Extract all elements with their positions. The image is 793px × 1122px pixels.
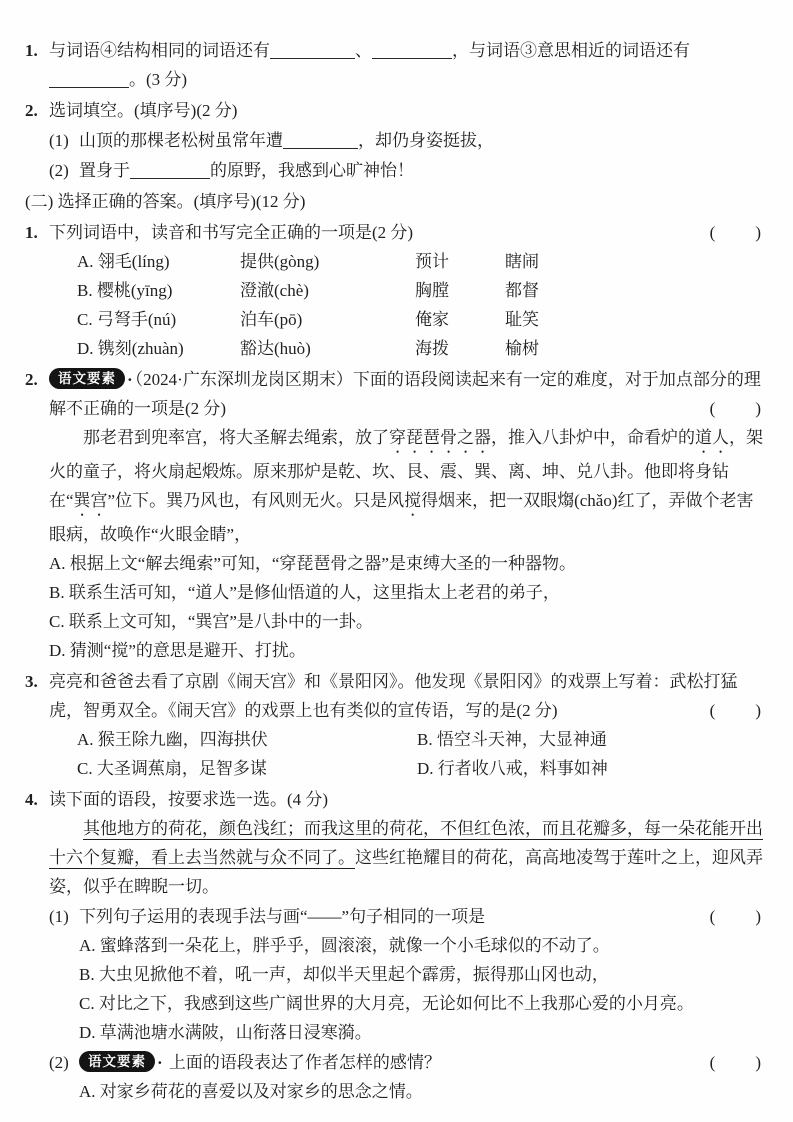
option-c: C. 大圣调蕉扇，足智多谋 [77, 759, 267, 778]
passage-text: ”位下。巽乃风也，有风则无火。只是风 [107, 491, 405, 510]
option-letter: B. [77, 281, 93, 300]
s2-question-2 [25, 365, 767, 665]
word-1: 樱桃(yīng) [96, 281, 173, 300]
word-row-c [77, 305, 767, 334]
passage-text: ，推入八卦炉中，命看炉的 [491, 428, 695, 447]
sub-item-label: (2) [49, 161, 69, 180]
option-c: C. 对比之下，我感到这些广阔世界的大月亮，无论如何比不上我那心爱的小月亮。 [79, 994, 694, 1013]
s2-question-4-sub-2 [49, 1048, 767, 1106]
question-2-title: 选词填空。(填序号)(2 分) [49, 101, 238, 120]
fill-in-blank [283, 129, 358, 149]
question-2-sub-1 [49, 126, 767, 155]
s2-question-4-stem: 读下面的语段，按要求选一选。(4 分) [49, 790, 329, 809]
question-2 [25, 96, 767, 185]
dotted-term: 搅 [404, 491, 422, 510]
option-d: D. 草满池塘水满陂，山衔落日浸寒漪。 [79, 1023, 372, 1042]
word-3: 俺家 [415, 310, 449, 329]
fill-in-blank [372, 39, 452, 59]
stem-text: 上面的语段表达了作者怎样的感情？ [168, 1053, 441, 1072]
word-3: 海拨 [415, 339, 449, 358]
word-4: 都督 [505, 281, 539, 300]
reading-passage [49, 423, 767, 549]
question-1-points: 。(3 分) [129, 70, 188, 89]
stem-text: 下列词语中，读音和书写完全正确的一项是(2 分) [49, 223, 414, 242]
word-2: 提供(gòng) [240, 252, 320, 271]
s2-question-3-stem [49, 667, 767, 725]
question-2-sub-2 [49, 156, 767, 185]
option-letter: D. [77, 339, 94, 358]
sub-item-text-after: 的原野，我感到心旷神怡！ [210, 161, 414, 180]
option-b: B. 悟空斗天神，大显神通 [417, 730, 607, 749]
s2-question-1-number: 1. [25, 223, 38, 242]
word-row-d [77, 334, 767, 363]
section-2-heading: (二) 选择正确的答案。(填序号)(12 分) [25, 192, 306, 211]
word-2: 澄澈(chè) [240, 281, 309, 300]
question-1-number: 1. [25, 41, 38, 60]
list-separator: 、 [355, 41, 372, 60]
sub-item-label: (1) [49, 131, 69, 150]
yuwen-yaosu-badge: 语文要素 [49, 368, 125, 389]
dotted-term: 穿琵琶骨之器 [389, 428, 491, 447]
option-d: D. 猜测“搅”的意思是避开、打扰。 [49, 641, 306, 660]
question-1-line-2 [49, 65, 767, 94]
sub-item-label: (1) [49, 907, 69, 926]
fill-in-blank [270, 39, 355, 59]
word-1: 弓弩手(nú) [96, 310, 177, 329]
option-a: A. 蜜蜂落到一朵花上，胖乎乎，圆滚滚，就像一个小毛球似的不动了。 [79, 936, 610, 955]
option-c: C. 联系上文可知，“巽宫”是八卦中的一卦。 [49, 612, 373, 631]
s2-question-3 [25, 667, 767, 783]
stem-text: （2024·广东深圳龙岗区期末）下面的语段阅读起来有一定的难度，对于加点部分的理解不正确的一项是(2 分) [49, 370, 761, 418]
passage-text: 得烟来，把一双眼煼(chǎo)红了，弄做个老害眼病，故唤作“火眼金睛”， [49, 491, 754, 544]
badge-separator: · [127, 370, 133, 389]
sub-item-label: (2) [49, 1053, 69, 1072]
badge-separator: · [157, 1053, 163, 1072]
word-row-b [77, 276, 767, 305]
sub-item-text-after: ，却仍身姿挺拔， [358, 131, 494, 150]
fill-in-blank [130, 159, 210, 179]
word-4: 耻笑 [505, 310, 539, 329]
question-1-text-a: 与词语④结构相同的词语还有 [49, 41, 270, 60]
stem-text: 亮亮和爸爸去看了京剧《闹天宫》和《景阳冈》。他发现《景阳冈》的戏票上写着：武松打猛虎，智勇双全。《闹天宫》的戏票上也有类似的宣传语，写的是(2 分) [49, 672, 738, 720]
option-b: B. 联系生活可知，“道人”是修仙悟道的人，这里指太上老君的弟子， [49, 583, 560, 602]
word-4: 榆树 [505, 339, 539, 358]
word-row-a [77, 247, 767, 276]
word-1: 翎毛(líng) [97, 252, 170, 271]
option-d: D. 行者收八戒，料事如神 [417, 759, 608, 778]
answer-paren: ( ) [709, 907, 763, 926]
passage-text: ，架火的童子，将火扇起煅炼。原来那炉是乾、坎、艮、震、巽、离、坤、兑八卦。他即将身钻在“ [49, 428, 763, 510]
word-1: 镌刻(zhuàn) [97, 339, 184, 358]
s2-question-4-sub-1 [49, 902, 767, 1047]
word-3: 胸膛 [415, 281, 449, 300]
question-1-text-b: ，与词语③意思相近的词语还有 [452, 41, 690, 60]
s2-question-4-number: 4. [25, 790, 38, 809]
s2-question-2-stem [49, 365, 767, 423]
answer-paren: ( ) [709, 399, 763, 418]
dotted-term: 巽宫 [73, 491, 108, 510]
s2-question-3-options [49, 725, 767, 783]
option-a: A. 猴王除九幽，四海拱伏 [77, 730, 268, 749]
passage-text: 那老君到兜率宫，将大圣解去绳索，放了 [83, 428, 389, 447]
option-letter: C. [77, 310, 93, 329]
lotus-passage [49, 814, 767, 901]
word-table [49, 247, 767, 363]
sub-item-text: 山顶的那棵老松树虽常年遭 [79, 131, 283, 150]
s2-question-3-number: 3. [25, 672, 38, 691]
yuwen-yaosu-badge: 语文要素 [79, 1051, 155, 1072]
word-3: 预计 [415, 252, 449, 271]
answer-paren: ( ) [709, 701, 763, 720]
dotted-term: 道人 [695, 428, 729, 447]
option-b: B. 大虫见掀他不着，吼一声，却似半天里起个霹雳，振得那山冈也动， [79, 965, 609, 984]
question-2-number: 2. [25, 101, 38, 120]
s2-question-4 [25, 785, 767, 1106]
underlined-sentence: 其他地方的荷花，颜色浅红；而我这里的荷花，不但红色浓，而且花瓣多，每一朵花能开出十六个复瓣，看上去当然就与众不同了。 [49, 819, 763, 867]
option-a: A. 对家乡荷花的喜爱以及对家乡的思念之情。 [79, 1082, 423, 1101]
s2-question-2-number: 2. [25, 370, 38, 389]
fill-in-blank [49, 68, 129, 88]
s2-question-1 [25, 218, 767, 363]
sub-item-text: 置身于 [79, 161, 130, 180]
word-4: 瞎闹 [505, 252, 539, 271]
word-2: 泊车(pō) [240, 310, 303, 329]
stem-text: 下列句子运用的表现手法与画“——”句子相同的一项是 [79, 907, 486, 926]
question-1 [25, 36, 767, 94]
s2-question-1-stem [49, 218, 767, 247]
passage-text: 这些红艳耀目的荷花，高高地凌驾于莲叶之上，迎风弄姿，似乎在睥睨一切。 [49, 848, 763, 896]
answer-paren: ( ) [709, 1053, 763, 1072]
question-1-line-1 [49, 36, 767, 65]
word-2: 豁达(huò) [240, 339, 311, 358]
option-letter: A. [77, 252, 94, 271]
answer-paren: ( ) [709, 223, 763, 242]
option-a: A. 根据上文“解去绳索”可知，“穿琵琶骨之器”是束缚大圣的一种器物。 [49, 554, 576, 573]
